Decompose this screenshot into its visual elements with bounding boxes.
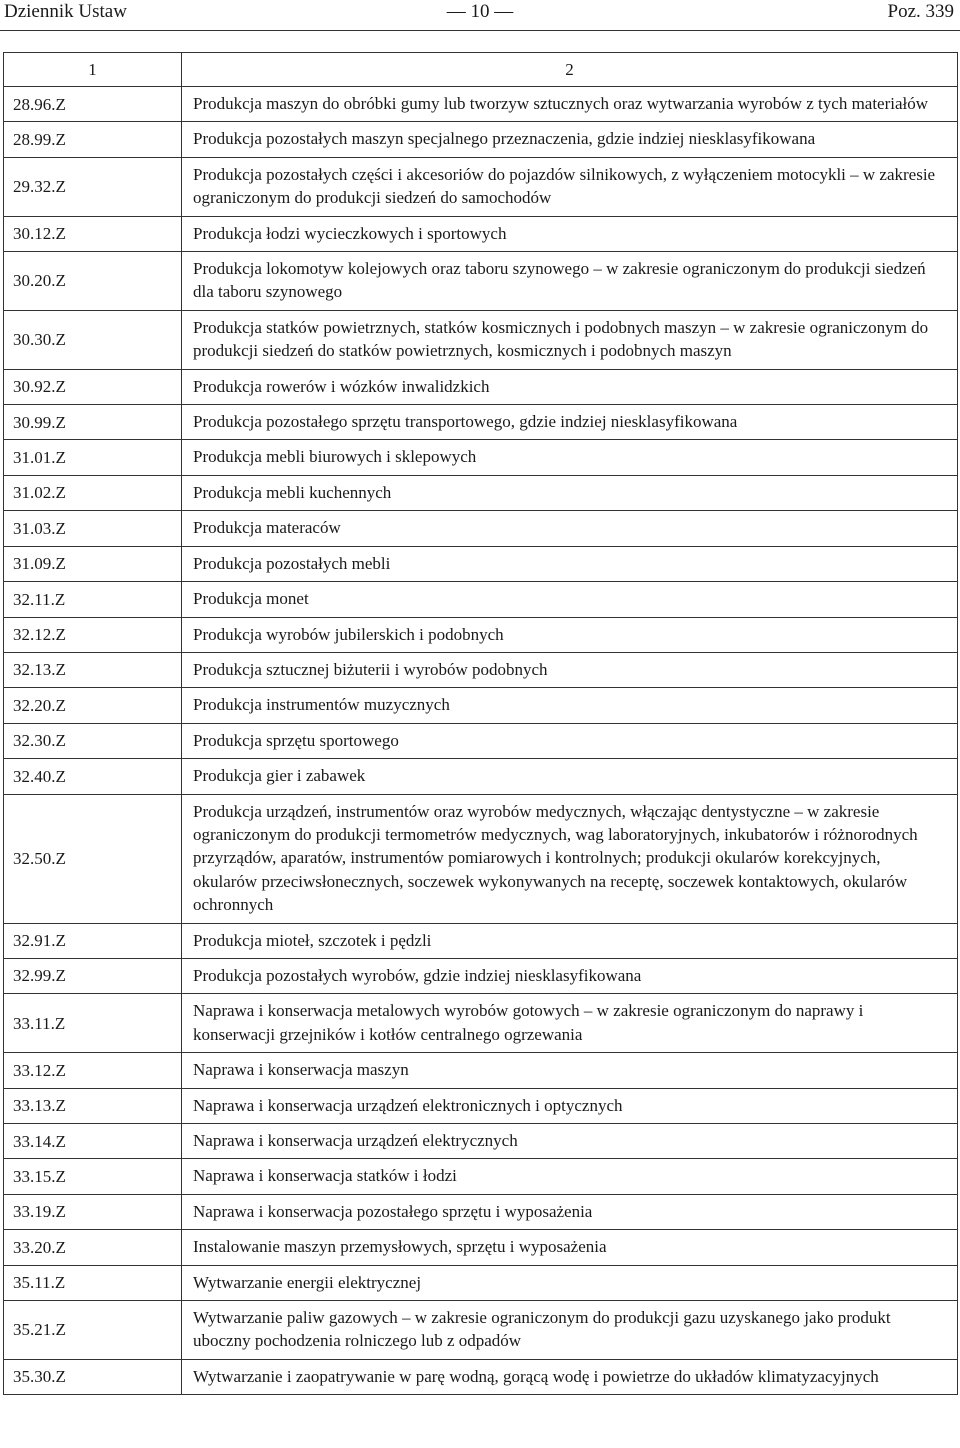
pkd-code: 32.40.Z: [4, 759, 182, 794]
page-number: — 10 —: [446, 1, 514, 22]
table-row: [4, 652, 958, 687]
activity-description: Produkcja mioteł, szczotek i pędzli: [182, 923, 958, 958]
pkd-code: 30.12.Z: [4, 216, 182, 251]
pkd-code: 32.30.Z: [4, 723, 182, 758]
activity-description: Naprawa i konserwacja urządzeń elektronicznych i optycznych: [182, 1088, 958, 1123]
pkd-code: 30.92.Z: [4, 369, 182, 404]
activity-description: Produkcja pozostałych maszyn specjalnego przeznaczenia, gdzie indziej niesklasyfikowana: [182, 122, 958, 157]
table-row: [4, 546, 958, 581]
activity-description: Produkcja materaców: [182, 511, 958, 546]
activity-description: Produkcja monet: [182, 582, 958, 617]
table-row: [4, 1159, 958, 1194]
pkd-code: 31.02.Z: [4, 475, 182, 510]
position-number: Poz. 339: [887, 1, 954, 22]
activity-description: Wytwarzanie paliw gazowych – w zakresie ograniczonym do produkcji gazu uzyskanego jako produkt uboczny pochodzenia rolniczego lub z odpadów: [182, 1301, 958, 1360]
activity-description: Produkcja maszyn do obróbki gumy lub tworzyw sztucznych oraz wytwarzania wyrobów z tych materiałów: [182, 87, 958, 122]
table-row: [4, 582, 958, 617]
column-header-1: 1: [4, 53, 182, 87]
pkd-code: 30.20.Z: [4, 252, 182, 311]
column-header-2: 2: [182, 53, 958, 87]
pkd-code: 35.21.Z: [4, 1301, 182, 1360]
pkd-code: 33.19.Z: [4, 1194, 182, 1229]
pkd-code: 30.99.Z: [4, 405, 182, 440]
table-row: [4, 475, 958, 510]
table-row: [4, 794, 958, 923]
table-row: [4, 1053, 958, 1088]
pkd-code: 32.20.Z: [4, 688, 182, 723]
pkd-code: 31.09.Z: [4, 546, 182, 581]
activity-description: Wytwarzanie i zaopatrywanie w parę wodną, gorącą wodę i powietrze do układów klimatyzacyjnych: [182, 1359, 958, 1394]
table-row: [4, 1359, 958, 1394]
table-row: [4, 369, 958, 404]
table-row: [4, 958, 958, 993]
activity-description: Wytwarzanie energii elektrycznej: [182, 1265, 958, 1300]
header-rule: [0, 30, 960, 31]
activity-description: Produkcja łodzi wycieczkowych i sportowych: [182, 216, 958, 251]
table-row: [4, 1088, 958, 1123]
activity-description: Produkcja mebli kuchennych: [182, 475, 958, 510]
activity-description: Produkcja gier i zabawek: [182, 759, 958, 794]
table-row: [4, 723, 958, 758]
pkd-code: 32.99.Z: [4, 958, 182, 993]
activity-description: Produkcja pozostałych części i akcesoriów do pojazdów silnikowych, z wyłączeniem motocykli – w zakresie ograniczonym do produkcji siedzeń do samochodów: [182, 157, 958, 216]
pkd-code: 28.99.Z: [4, 122, 182, 157]
table-row: [4, 405, 958, 440]
page-header: [0, 0, 960, 26]
activity-description: Produkcja rowerów i wózków inwalidzkich: [182, 369, 958, 404]
activity-description: Produkcja lokomotyw kolejowych oraz taboru szynowego – w zakresie ograniczonym do produkcji siedzeń dla taboru szynowego: [182, 252, 958, 311]
pkd-code: 31.01.Z: [4, 440, 182, 475]
pkd-code: 35.11.Z: [4, 1265, 182, 1300]
table-row: [4, 1230, 958, 1265]
activity-description: Produkcja sztucznej biżuterii i wyrobów podobnych: [182, 652, 958, 687]
table-row: [4, 994, 958, 1053]
pkd-code: 32.91.Z: [4, 923, 182, 958]
table-row: [4, 1194, 958, 1229]
table-row: [4, 440, 958, 475]
table-row: [4, 688, 958, 723]
activity-description: Produkcja pozostałych mebli: [182, 546, 958, 581]
table-row: [4, 759, 958, 794]
table-row: [4, 923, 958, 958]
activity-description: Naprawa i konserwacja maszyn: [182, 1053, 958, 1088]
table-row: [4, 157, 958, 216]
pkd-code: 32.11.Z: [4, 582, 182, 617]
pkd-code: 31.03.Z: [4, 511, 182, 546]
activity-description: Produkcja wyrobów jubilerskich i podobnych: [182, 617, 958, 652]
pkd-code: 28.96.Z: [4, 87, 182, 122]
pkd-code: 32.12.Z: [4, 617, 182, 652]
activity-description: Produkcja pozostałego sprzętu transportowego, gdzie indziej niesklasyfikowana: [182, 405, 958, 440]
table-row: [4, 310, 958, 369]
pkd-code: 32.50.Z: [4, 794, 182, 923]
pkd-code: 33.13.Z: [4, 1088, 182, 1123]
pkd-codes-table: [3, 52, 958, 1395]
activity-description: Produkcja sprzętu sportowego: [182, 723, 958, 758]
activity-description: Produkcja mebli biurowych i sklepowych: [182, 440, 958, 475]
table-row: [4, 87, 958, 122]
activity-description: Naprawa i konserwacja pozostałego sprzętu i wyposażenia: [182, 1194, 958, 1229]
table-row: [4, 1301, 958, 1360]
table-row: [4, 511, 958, 546]
pkd-code: 30.30.Z: [4, 310, 182, 369]
table-row: [4, 122, 958, 157]
pkd-code: 33.11.Z: [4, 994, 182, 1053]
journal-title: Dziennik Ustaw: [4, 1, 127, 22]
pkd-code: 35.30.Z: [4, 1359, 182, 1394]
activity-description: Naprawa i konserwacja statków i łodzi: [182, 1159, 958, 1194]
pkd-code: 32.13.Z: [4, 652, 182, 687]
activity-description: Produkcja urządzeń, instrumentów oraz wyrobów medycznych, włączając dentystyczne – w zakresie ograniczonym do produkcji termometrów medycznych, wag laboratoryjnych, inkubatorów i różnorodnych przyrządów, aparatów, instrumentów pomiarowych i kontrolnych; produkcji okularów korekcyjnych, okularów przeciwsłonecznych, soczewek wykonywanych na receptę, soczewek kontaktowych, okularów ochronnych: [182, 794, 958, 923]
activity-description: Instalowanie maszyn przemysłowych, sprzętu i wyposażenia: [182, 1230, 958, 1265]
activity-description: Naprawa i konserwacja metalowych wyrobów gotowych – w zakresie ograniczonym do naprawy i konserwacji grzejników i kotłów centralnego ogrzewania: [182, 994, 958, 1053]
table-row: [4, 1124, 958, 1159]
pkd-code: 33.15.Z: [4, 1159, 182, 1194]
table-row: [4, 216, 958, 251]
table-row: [4, 617, 958, 652]
activity-description: Produkcja instrumentów muzycznych: [182, 688, 958, 723]
activity-description: Naprawa i konserwacja urządzeń elektrycznych: [182, 1124, 958, 1159]
table-row: [4, 1265, 958, 1300]
pkd-code: 33.20.Z: [4, 1230, 182, 1265]
table-row: [4, 252, 958, 311]
pkd-code: 33.14.Z: [4, 1124, 182, 1159]
table-header-row: [4, 53, 958, 87]
activity-description: Produkcja pozostałych wyrobów, gdzie indziej niesklasyfikowana: [182, 958, 958, 993]
pkd-code: 33.12.Z: [4, 1053, 182, 1088]
pkd-code: 29.32.Z: [4, 157, 182, 216]
activity-description: Produkcja statków powietrznych, statków kosmicznych i podobnych maszyn – w zakresie ograniczonym do produkcji siedzeń do statków powietrznych, kosmicznych i podobnych maszyn: [182, 310, 958, 369]
